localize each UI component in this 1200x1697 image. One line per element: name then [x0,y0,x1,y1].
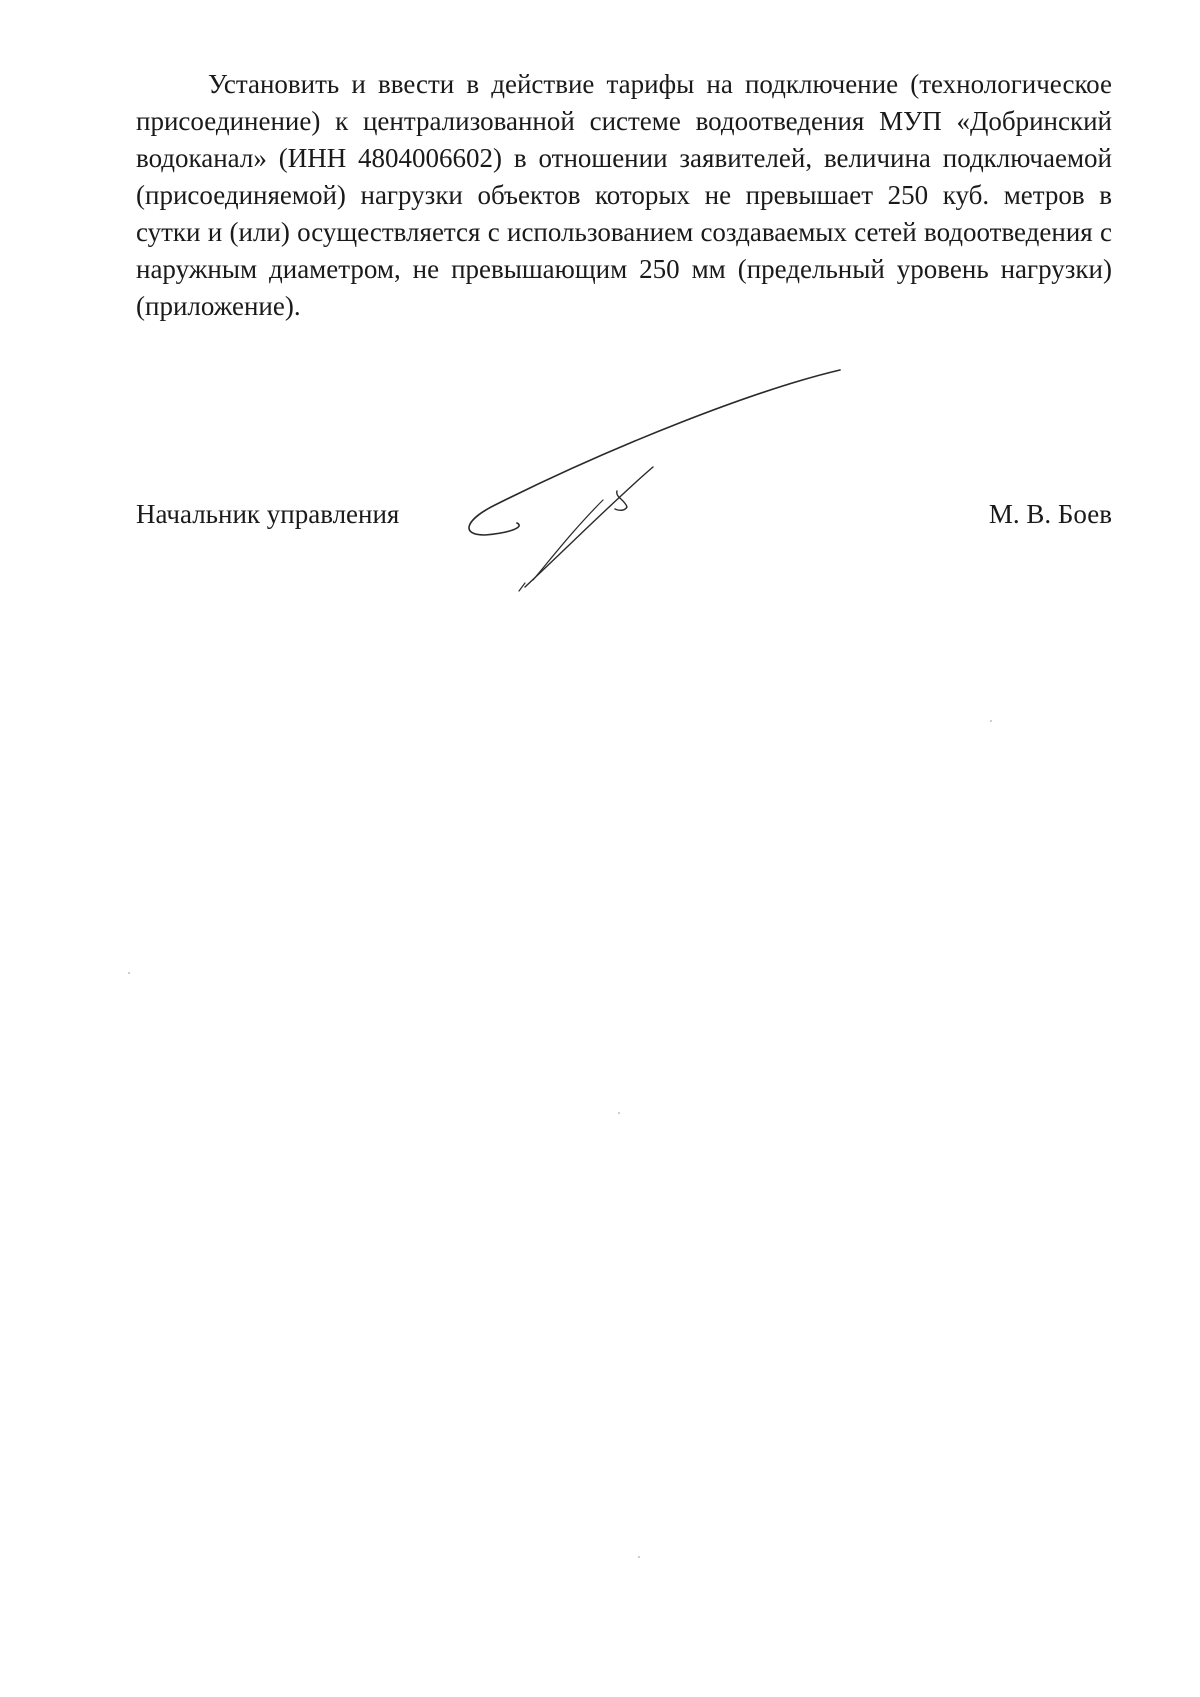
handwritten-signature-icon [455,355,855,595]
scan-speck [638,1556,640,1558]
scan-speck [990,720,992,722]
scan-speck [128,972,130,974]
signature-block [136,496,1112,536]
signer-name: М. В. Боев [988,499,1112,529]
main-paragraph: Установить и ввести в действие тарифы на подключение (технологическое присоединение) к централизованной системе водоотведения МУП «Добринский водоканал» (ИНН 4804006602) в отношении заявителей, величина подключаемой (присоединяемой) нагрузки объектов которых не превышает 250 куб. метров в сутки и (или) осуществляется с использованием создаваемых сетей водоотведения с наружным диаметром, не превышающим 250 мм (предельный уровень нагрузки) (приложение). [136,69,1112,321]
signer-position: Начальник управления [136,499,400,529]
scan-speck [618,1112,620,1114]
